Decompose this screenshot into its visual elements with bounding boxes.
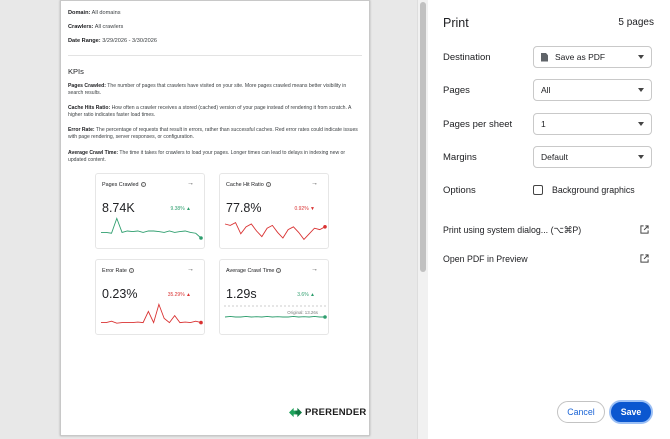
sparkline-endpoint (199, 236, 203, 240)
kpi-card-pages-crawled (95, 173, 205, 249)
save-button[interactable]: Save (609, 400, 653, 424)
arrow-right-icon: → (187, 266, 194, 273)
options-label: Options (443, 185, 476, 196)
pages-value: All (541, 85, 551, 95)
open-pdf-preview-link[interactable]: Open PDF in Preview (443, 254, 528, 264)
card-value: 77.8% (226, 201, 262, 215)
page-count: 5 pages (618, 17, 654, 28)
pages-select[interactable] (533, 79, 652, 101)
preview-scrollbar[interactable] (417, 0, 428, 439)
card-value: 1.29s (226, 287, 257, 301)
sparkline-endpoint (199, 321, 203, 325)
pages-per-sheet-select[interactable] (533, 113, 652, 135)
arrow-right-icon: → (311, 266, 318, 273)
arrow-right-icon: → (187, 180, 194, 187)
card-title: Cache Hit Ratio (226, 182, 264, 188)
card-delta: 3.6% ▲ (297, 292, 315, 298)
print-settings-panel (428, 0, 670, 439)
kpi-card-avg-crawl-time (219, 259, 329, 335)
date-range-line: Date Range: 3/29/2026 - 3/30/2026 (68, 38, 157, 44)
sparkline-path (101, 218, 201, 238)
sparkline-endpoint (323, 225, 327, 229)
pages-per-sheet-label: Pages per sheet (443, 119, 513, 130)
definition-avg-crawl-time: Average Crawl Time: The time it takes for crawlers to load your pages. Longer times can lead to delays in indexing new or updated content. (68, 150, 346, 164)
prerender-logo-icon (289, 406, 302, 419)
divider (68, 55, 362, 56)
card-delta: 9.38% ▲ (170, 206, 191, 212)
destination-select[interactable] (533, 46, 652, 68)
domain-line: Domain: All domains (68, 10, 121, 16)
definition-cache-hits: Cache Hits Ratio: How often a crawler receives a stored (cached) version of your page instead of rendering it from scratch. A higher ratio indicates faster load times. (68, 105, 352, 119)
logo-text: PRERENDER (305, 407, 367, 418)
card-baseline-note: Original: 13.26s (287, 310, 318, 315)
system-dialog-link[interactable]: Print using system dialog... (⌥⌘P) (443, 225, 582, 235)
print-title: Print (443, 16, 469, 30)
crawlers-line: Crawlers: All crawlers (68, 24, 124, 30)
sparkline (100, 217, 202, 245)
card-value: 0.23% (102, 287, 138, 301)
sparkline (224, 217, 326, 245)
destination-label: Destination (443, 52, 491, 63)
trend-up-icon: ▲ (186, 206, 191, 212)
info-icon: i (129, 268, 134, 273)
background-graphics-checkbox[interactable] (533, 185, 543, 195)
definition-error-rate: Error Rate: The percentage of requests that result in errors, rather than successful caches. Red error rates could indicate issues with page rendering, server responses, or configuration. (68, 127, 358, 141)
kpi-card-error-rate (95, 259, 205, 335)
pages-per-sheet-value: 1 (541, 119, 546, 129)
cancel-button[interactable]: Cancel (557, 401, 605, 423)
arrow-right-icon: → (311, 180, 318, 187)
trend-down-icon: ▼ (310, 206, 315, 212)
chevron-down-icon (638, 55, 644, 59)
chevron-down-icon (638, 122, 644, 126)
card-value: 8.74K (102, 201, 135, 215)
card-title: Error Rate (102, 268, 127, 274)
definition-pages-crawled: Pages Crawled: The number of pages that crawlers have visited on your site. More pages crawled means better visibility in search results. (68, 83, 347, 97)
chevron-down-icon (638, 88, 644, 92)
preview-page (60, 0, 370, 436)
margins-select[interactable] (533, 146, 652, 168)
info-icon: i (141, 182, 146, 187)
card-delta: 0.92% ▼ (294, 206, 315, 212)
info-icon: i (276, 268, 281, 273)
trend-up-icon: ▲ (310, 292, 315, 298)
trend-up-icon: ▲ (186, 292, 191, 298)
pages-label: Pages (443, 85, 470, 96)
open-external-icon[interactable] (640, 225, 649, 234)
sparkline-path (225, 223, 325, 240)
destination-value: Save as PDF (555, 52, 606, 62)
card-title: Average Crawl Time (226, 268, 275, 274)
background-graphics-label[interactable]: Background graphics (552, 185, 635, 195)
prerender-logo (289, 406, 366, 419)
card-delta: 35.29% ▲ (167, 292, 191, 298)
scrollbar-thumb[interactable] (420, 2, 426, 272)
open-external-icon[interactable] (640, 254, 649, 263)
sparkline (224, 303, 326, 331)
sparkline (100, 303, 202, 331)
sparkline-path (225, 316, 325, 317)
chevron-down-icon (638, 155, 644, 159)
card-title: Pages Crawled (102, 182, 139, 188)
margins-value: Default (541, 152, 568, 162)
kpi-card-cache-hit-ratio (219, 173, 329, 249)
info-icon: i (266, 182, 271, 187)
sparkline-endpoint (323, 315, 327, 319)
document-icon (541, 53, 548, 62)
margins-label: Margins (443, 152, 477, 163)
sparkline-path (101, 304, 201, 323)
kpis-heading: KPIs (68, 67, 84, 76)
